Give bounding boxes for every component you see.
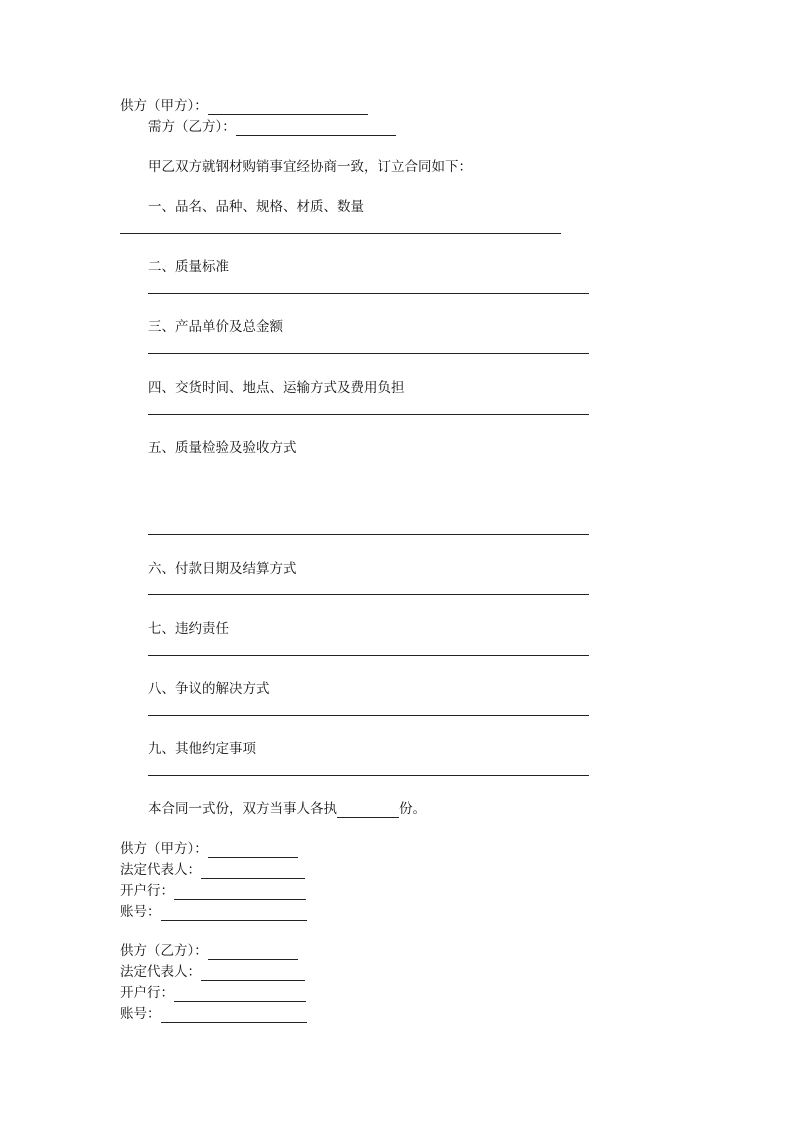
sig2-account-row <box>120 1005 307 1023</box>
section-title-4: 四、交货时间、地点、运输方式及费用负担 <box>148 380 405 396</box>
section-title-2: 二、质量标准 <box>148 259 229 275</box>
sig1-rep-row <box>120 861 305 879</box>
section-1-answer-line[interactable] <box>120 233 561 234</box>
sig1-rep-label: 法定代表人： <box>120 862 201 878</box>
copies-suffix: 份。 <box>399 801 426 817</box>
sig1-party-row <box>120 840 298 858</box>
sig2-party-row <box>120 942 298 960</box>
sig1-bank-label: 开户行： <box>120 883 174 899</box>
section-title-8: 八、争议的解决方式 <box>148 681 270 697</box>
sig1-bank-row <box>120 882 306 900</box>
sig2-bank-row <box>120 984 306 1002</box>
section-7-answer-line[interactable] <box>148 655 589 656</box>
sig2-party-input[interactable] <box>208 944 298 960</box>
section-2-answer-line[interactable] <box>148 293 589 294</box>
sig1-bank-input[interactable] <box>174 884 306 900</box>
buyer-line <box>148 118 396 136</box>
section-title-9: 九、其他约定事项 <box>148 741 256 757</box>
supplier-label: 供方（甲方）： <box>120 98 208 114</box>
sig2-bank-input[interactable] <box>174 986 306 1002</box>
sig1-party-input[interactable] <box>208 842 298 858</box>
section-title-6: 六、付款日期及结算方式 <box>148 561 297 577</box>
section-5-answer-line[interactable] <box>148 534 589 535</box>
buyer-input[interactable] <box>236 120 396 136</box>
sig1-party-label: 供方（甲方）： <box>120 841 208 857</box>
section-title-5: 五、质量检验及验收方式 <box>148 440 297 456</box>
sig1-account-label: 账号： <box>120 904 161 920</box>
section-6-answer-line[interactable] <box>148 594 589 595</box>
copies-prefix: 本合同一式份，双方当事人各执 <box>148 801 337 817</box>
sig2-rep-label: 法定代表人： <box>120 964 201 980</box>
section-title-3: 三、产品单价及总金额 <box>148 319 283 335</box>
copies-count-input[interactable] <box>337 802 399 818</box>
supplier-line <box>120 97 368 115</box>
sig2-account-input[interactable] <box>161 1007 307 1023</box>
sig2-bank-label: 开户行： <box>120 985 174 1001</box>
sig2-rep-input[interactable] <box>201 965 305 981</box>
section-3-answer-line[interactable] <box>148 353 589 354</box>
sig1-account-row <box>120 903 307 921</box>
sig2-party-label: 供方（乙方）： <box>120 943 208 959</box>
sig2-account-label: 账号： <box>120 1006 161 1022</box>
section-8-answer-line[interactable] <box>148 715 589 716</box>
sig2-rep-row <box>120 963 305 981</box>
supplier-input[interactable] <box>208 99 368 115</box>
section-title-1: 一、品名、品种、规格、材质、数量 <box>148 199 364 215</box>
intro-text: 甲乙双方就钢材购销事宜经协商一致，订立合同如下： <box>148 159 472 175</box>
sig1-rep-input[interactable] <box>201 863 305 879</box>
buyer-label: 需方（乙方）： <box>148 119 236 135</box>
section-4-answer-line[interactable] <box>148 414 589 415</box>
section-9-answer-line[interactable] <box>148 775 589 776</box>
sig1-account-input[interactable] <box>161 905 307 921</box>
section-title-7: 七、违约责任 <box>148 621 229 637</box>
copies-statement <box>148 800 426 818</box>
